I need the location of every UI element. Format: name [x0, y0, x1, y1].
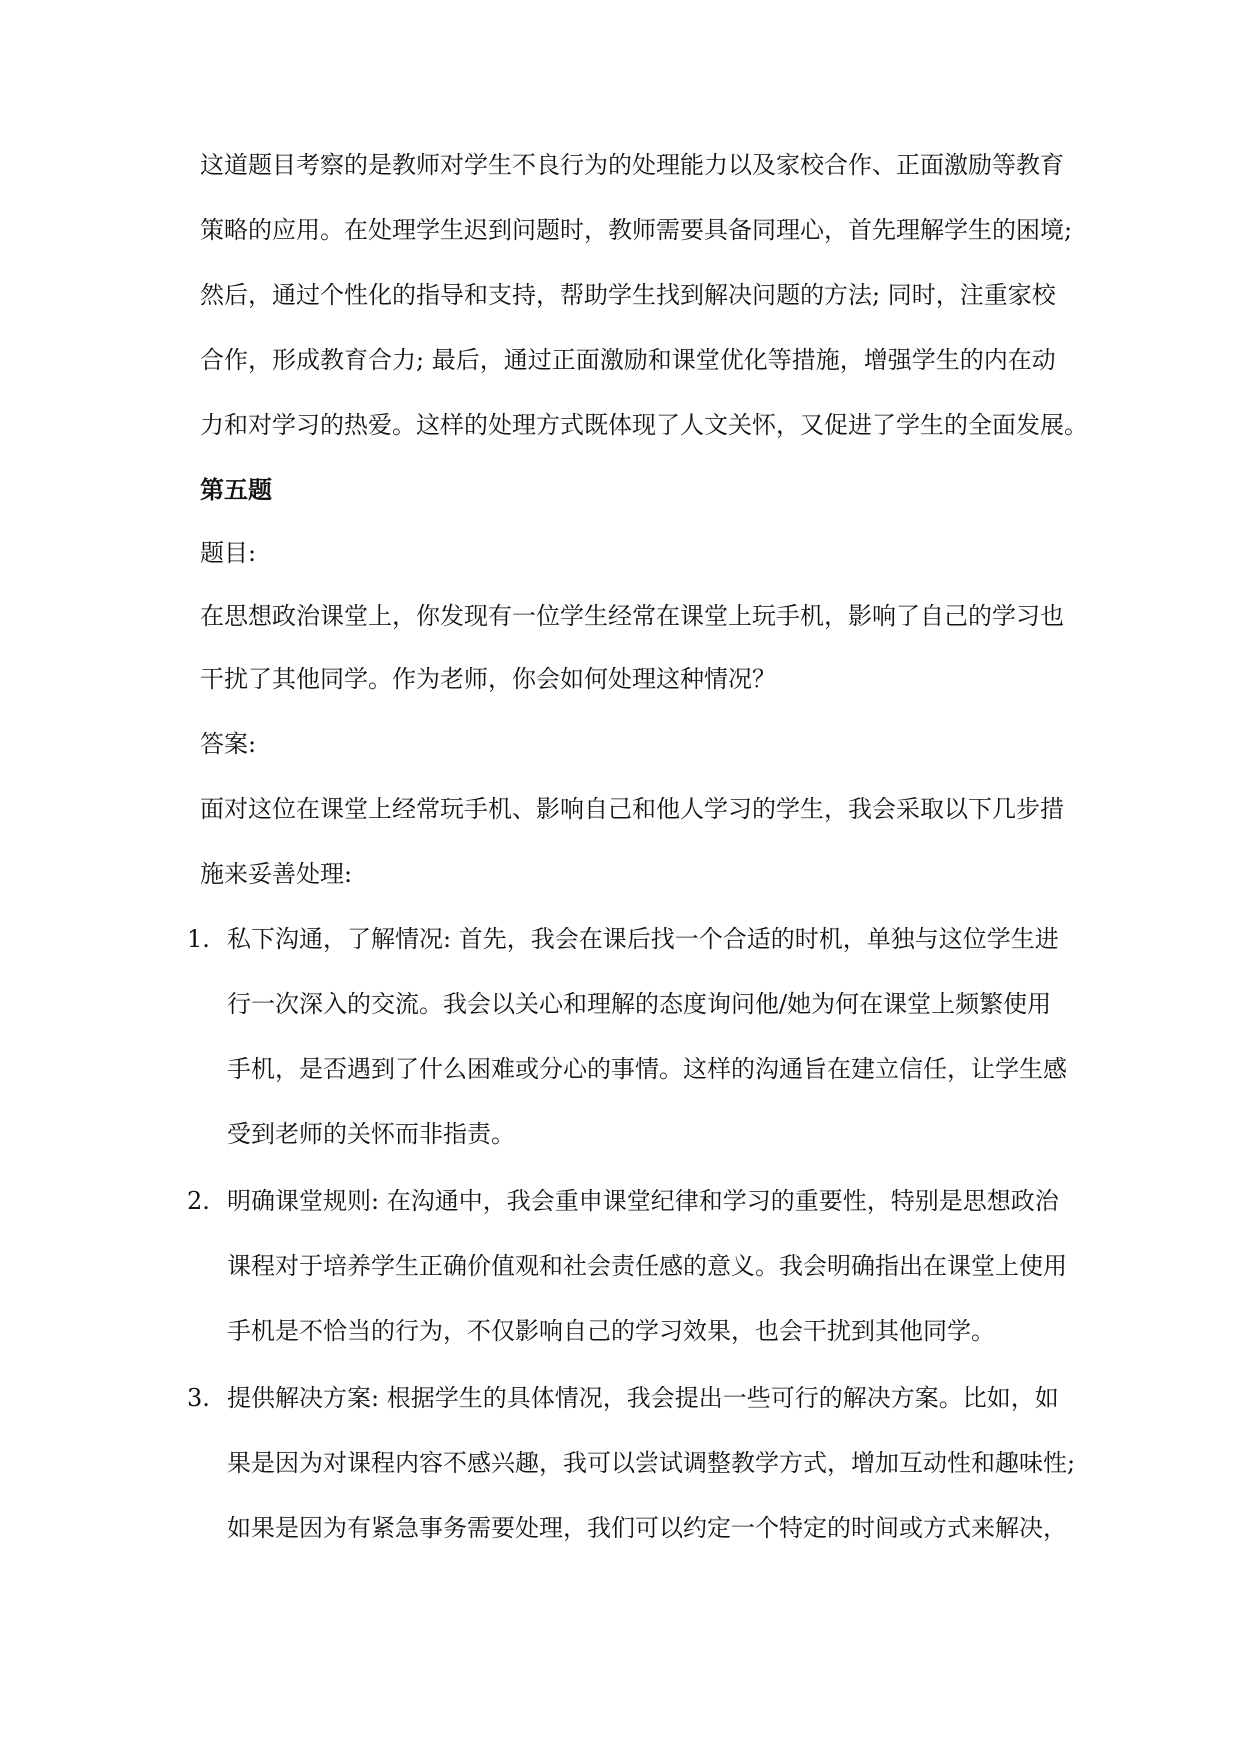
- question-line: 干扰了其他同学。作为老师，你会如何处理这种情况？: [200, 665, 776, 693]
- answer-label: 答案:: [200, 730, 257, 758]
- intro-line: 力和对学习的热爱。这样的处理方式既体现了人文关怀，又促进了学生的全面发展。: [200, 411, 1088, 439]
- intro-line: 这道题目考察的是教师对学生不良行为的处理能力以及家校合作、正面激励等教育: [200, 151, 1064, 179]
- list-item-line: 手机是不恰当的行为，不仅影响自己的学习效果，也会干扰到其他同学。: [227, 1317, 995, 1345]
- list-number: 1.: [187, 925, 210, 953]
- list-item-line: 果是因为对课程内容不感兴趣，我可以尝试调整教学方式，增加互动性和趣味性;: [227, 1449, 1076, 1477]
- list-item-line: 课程对于培养学生正确价值观和社会责任感的意义。我会明确指出在课堂上使用: [227, 1252, 1067, 1280]
- list-item-line: 私下沟通，了解情况: 首先，我会在课后找一个合适的时机，单独与这位学生进: [227, 925, 1059, 953]
- list-number: 3.: [187, 1384, 210, 1412]
- question-label: 题目:: [200, 539, 257, 567]
- question-line: 在思想政治课堂上，你发现有一位学生经常在课堂上玩手机，影响了自己的学习也: [200, 602, 1064, 630]
- section-heading: 第五题: [200, 475, 272, 504]
- list-number: 2.: [187, 1187, 210, 1215]
- list-item-line: 受到老师的关怀而非指责。: [227, 1120, 515, 1148]
- list-item-line: 如果是因为有紧急事务需要处理，我们可以约定一个特定的时间或方式来解决，: [227, 1514, 1067, 1542]
- answer-line: 面对这位在课堂上经常玩手机、影响自己和他人学习的学生，我会采取以下几步措: [200, 795, 1064, 823]
- list-item-line: 行一次深入的交流。我会以关心和理解的态度询问他/她为何在课堂上频繁使用: [227, 990, 1052, 1018]
- intro-line: 合作，形成教育合力; 最后，通过正面激励和课堂优化等措施，增强学生的内在动: [200, 346, 1056, 374]
- intro-line: 策略的应用。在处理学生迟到问题时，教师需要具备同理心，首先理解学生的困境;: [200, 216, 1073, 244]
- answer-line: 施来妥善处理:: [200, 860, 353, 888]
- list-item-line: 提供解决方案: 根据学生的具体情况，我会提出一些可行的解决方案。比如，如: [227, 1384, 1059, 1412]
- list-item-line: 明确课堂规则: 在沟通中，我会重申课堂纪律和学习的重要性，特别是思想政治: [227, 1187, 1059, 1215]
- intro-line: 然后，通过个性化的指导和支持，帮助学生找到解决问题的方法; 同时，注重家校: [200, 281, 1056, 309]
- list-item-line: 手机，是否遇到了什么困难或分心的事情。这样的沟通旨在建立信任，让学生感: [227, 1055, 1067, 1083]
